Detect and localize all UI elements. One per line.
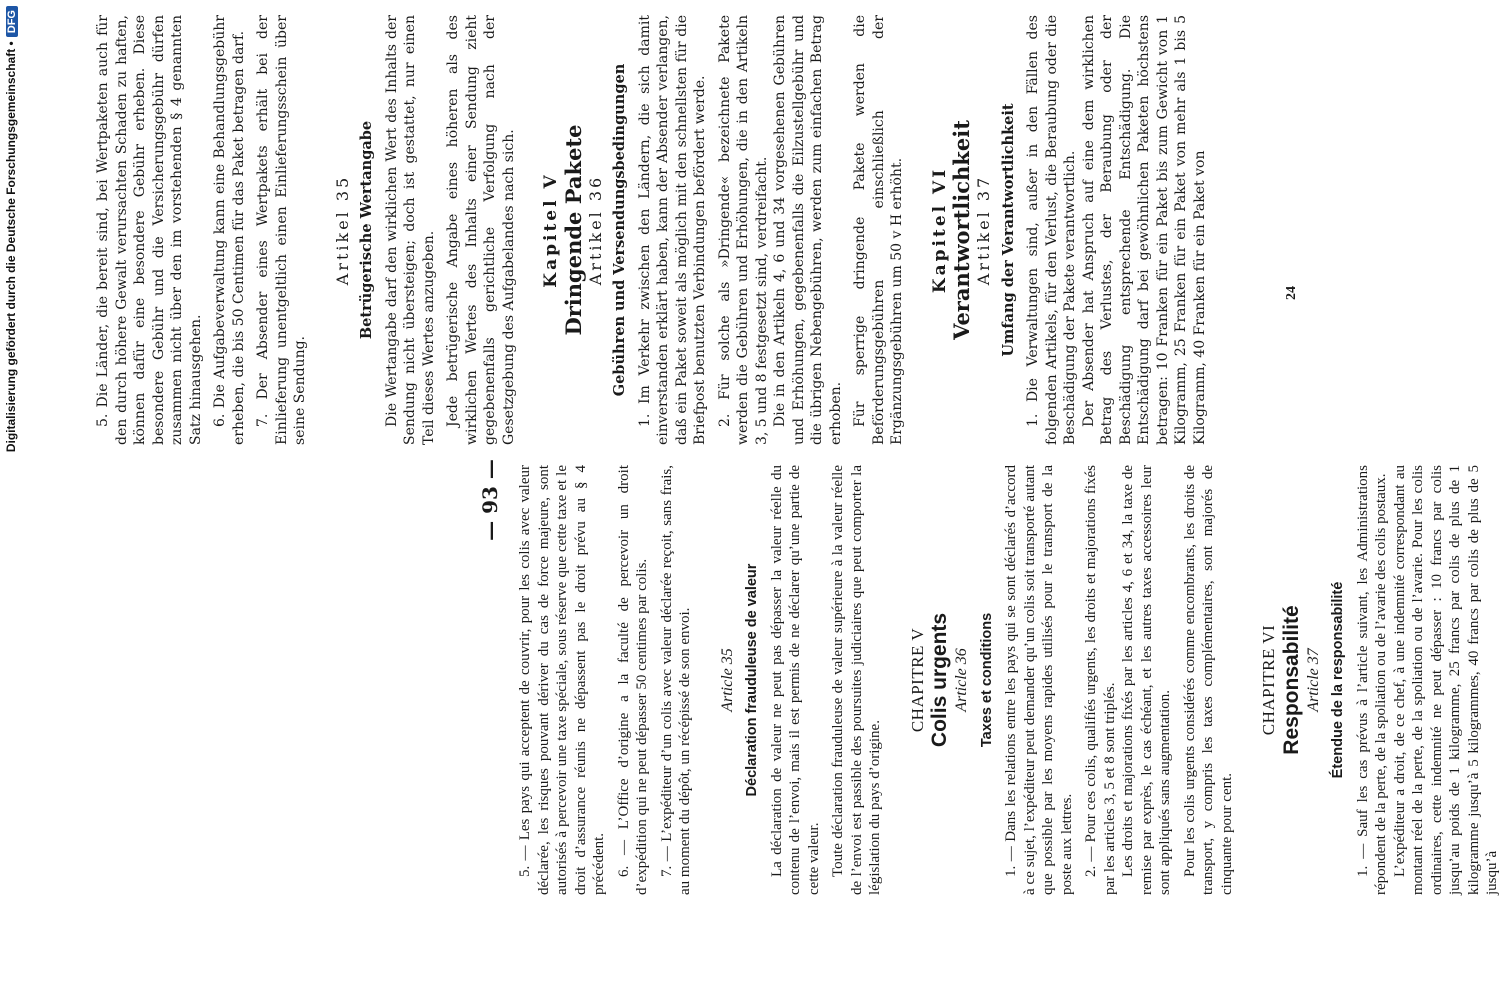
german-article-35-heading: Artikel 35: [332, 174, 352, 286]
french-chapter-6-title: Responsabilité: [1279, 605, 1303, 755]
german-article-36-paragraph-1: 1. Im Verkehr zwischen den Ländern, die sich damit einverstanden erklärt haben, kann der Absender verlangen, daß ein Paket soweit als möglich mit den schnellsten für die Briefpost benutzten Verbindungen befördert werde.: [636, 15, 708, 445]
german-article-36-paragraph-3: Die in den Artikeln 4, 6 und 34 vorgesehenen Gebühren und Erhöhungen, gegebenenfalls die Eilzustellgebühr und die übrigen Nebengebühren, werden zum einfachen Betrag erhoben.: [772, 15, 844, 445]
french-column: [516, 465, 1500, 895]
credit-text: Digitalisierung gefördert durch die Deutsche Forschungsgemeinschaft •: [4, 41, 18, 453]
german-article-37-paragraph-2: Der Absender hat Anspruch auf eine dem wirklichen Betrag des Verlustes, der Beraubung oder der Beschädigung entsprechende Entschädigung. Die Entschädigung darf bei gewöhnlichen Paketen höchstens betragen: 10 Franken für ein Paket bis zum Gewicht von 1 Kilogramm, 25 Franken für ein Paket von mehr als 1 bis 5 Kilogramm, 40 Franken für ein Paket von: [1080, 15, 1208, 445]
french-article-36-paragraph-4: Pour les colis urgents considérés comme encombrants, les droits de transport, y compris les taxes complémentaires, sont majorés de cinquante pour cent.: [1181, 465, 1235, 895]
french-paragraph-6: 6. — L’Office d’origine a la faculté de percevoir un droit d’expédition qui ne peut dépasser 50 centimes par colis.: [615, 465, 650, 895]
german-paragraph-7: 7. Der Absender eines Wertpakets erhält bei der Einlieferung unentgeltlich einen Einlieferungsschein über seine Sendung.: [255, 15, 308, 445]
german-chapter-6-heading: Kapitel VI: [929, 166, 950, 294]
german-article-35-paragraph-2: Jede betrügerische Angabe eines höheren als des wirklichen Wertes des Inhalts einer Sendung zieht gegebenenfalls gerichtliche Verfolgung nach der Gesetzgebung des Aufgabelandes nach sich.: [445, 15, 517, 445]
german-article-37-heading: Artikel 37: [974, 174, 993, 286]
french-article-37-paragraph-2: L’expéditeur a droit, de ce chef, à une indemnité correspondant au montant réel de la perte, de la spoliation ou de l’avarie. Pour les colis ordinaires, cette indemnité ne peut dépasser : 10 francs par colis jusqu’au poids de 1 kilogramme, 25 francs par colis de plus de 1 kilogramme jusqu’à 5 kilogrammes, 40 francs par colis de plus de 5 jusqu’à: [1391, 465, 1500, 895]
german-paragraph-5: 5. Die Länder, die bereit sind, bei Wertpaketen auch für den durch höhere Gewalt verursachten Schaden zu haften, können dafür eine besondere Gebühr erheben. Diese besondere Gebühr und die Versicherungsgebühr dürfen zusammen nicht über den im vorstehenden § 4 genannten Satz hinausgehen.: [95, 15, 204, 445]
french-article-36-heading: Article 36: [953, 648, 970, 712]
german-chapter-5-title: Dringende Pakete: [560, 124, 586, 336]
french-paragraph-7: 7. — L’expéditeur d’un colis avec valeur déclarée reçoit, sans frais, au moment du dépôt, un récépissé de son envoi.: [658, 465, 693, 895]
german-article-36-title: Gebühren und Versendungsbedingungen: [611, 63, 628, 397]
german-column: [94, 15, 1324, 445]
german-article-36-paragraph-2: 2. Für solche als »Dringende« bezeichnete Pakete werden die Gebühren und Erhöhungen, die in den Artikeln 3, 5 und 8 festgesetzt sind, verdreifacht.: [716, 15, 770, 445]
french-article-36-title: Taxes et conditions: [978, 612, 995, 748]
french-article-35-paragraph-1: La déclaration de valeur ne peut pas dépasser la valeur réelle du contenu de l’envoi, mais il est permis de ne déclarer qu’une partie de cette valeur.: [768, 465, 822, 895]
french-article-35-title: Déclaration frauduleuse de valeur: [744, 563, 760, 797]
german-article-37-paragraph-1: 1. Die Verwaltungen sind, außer in den Fällen des folgenden Artikels, für den Verlust, die Beraubung oder die Beschädigung der Pakete verantwortlich.: [1025, 15, 1078, 445]
german-chapter-5-heading: Kapitel V: [541, 172, 561, 288]
digitization-credit: [4, 6, 24, 996]
german-article-35-paragraph-1: Die Wertangabe darf den wirklichen Wert des Inhalts der Sendung nicht übersteigen; doch ist gestattet, nur einen Teil dieses Wertes anzugeben.: [383, 15, 437, 445]
german-paragraph-6: 6. Die Aufgabeverwaltung kann eine Behandlungsgebühr erheben, die bis 50 Centimen für das Paket betragen darf.: [212, 15, 247, 445]
french-chapter-6-heading: CHAPITRE VI: [1259, 624, 1278, 736]
german-article-36-paragraph-4: Für sperrige dringende Pakete werden die Beförderungsgebühren einschließlich der Ergänzungsgebühren um 50 v H erhöht.: [852, 15, 905, 445]
french-article-37-title: Étendue de la responsabilité: [1330, 581, 1346, 779]
german-article-36-heading: Artikel 36: [585, 174, 605, 286]
german-article-37-title: Umfang der Verantwortlichkeit: [999, 103, 1017, 357]
french-chapter-5-heading: CHAPITRE V: [907, 627, 927, 733]
french-article-37-paragraph-1: 1. — Sauf les cas prévus à l’article suivant, les Administrations répondent de la perte, de la spoliation ou de l’avarie des colis postaux.: [1354, 465, 1389, 895]
french-article-36-paragraph-1: 1. — Dans les relations entre les pays qui se sont déclarés d’accord à ce sujet, l’expéditeur peut demander qu’un colis soit transporté autant que possible par les moyens rapides utilisés pour le transport de la poste aux lettres.: [1003, 465, 1075, 895]
french-article-36-paragraph-3: Les droits et majorations fixés par les articles 4, 6 et 34, la taxe de remise par exprès, le cas échéant, et les autres taxes accessoires leur sont appliqués sans augmentation.: [1120, 465, 1173, 895]
signature-mark: 24: [1284, 286, 1299, 300]
german-article-35-title: Betrügerische Wertangabe: [358, 120, 375, 340]
french-chapter-5-title: Colis urgents: [928, 612, 951, 748]
french-paragraph-5: 5. — Les pays qui acceptent de couvrir, pour les colis avec valeur déclarée, les risques pouvant dériver du cas de force majeure, sont autorisés à percevoir une taxe spéciale, sous réserve que cette taxe et le droit d’assurance réunis ne dépassent pas le droit prévu au § 4 précédent.: [517, 465, 607, 895]
german-chapter-6-title: Verantwortlichkeit: [949, 120, 974, 340]
french-article-37-heading: Article 37: [1304, 648, 1322, 712]
dfg-logo: DFG: [6, 6, 18, 37]
french-article-35-heading: Article 35: [718, 648, 736, 712]
french-article-36-paragraph-2: 2. — Pour ces colis, qualifiés urgents, les droits et majorations fixés par les articles 3, 5 et 8 sont triplés.: [1083, 465, 1118, 895]
page-number: — 93 —: [478, 459, 502, 541]
french-article-35-paragraph-2: Toute déclaration frauduleuse de valeur supérieure à la valeur réelle de l’envoi est passible des poursuites judiciaires que peut comporter la législation du pays d’origine.: [830, 465, 883, 895]
